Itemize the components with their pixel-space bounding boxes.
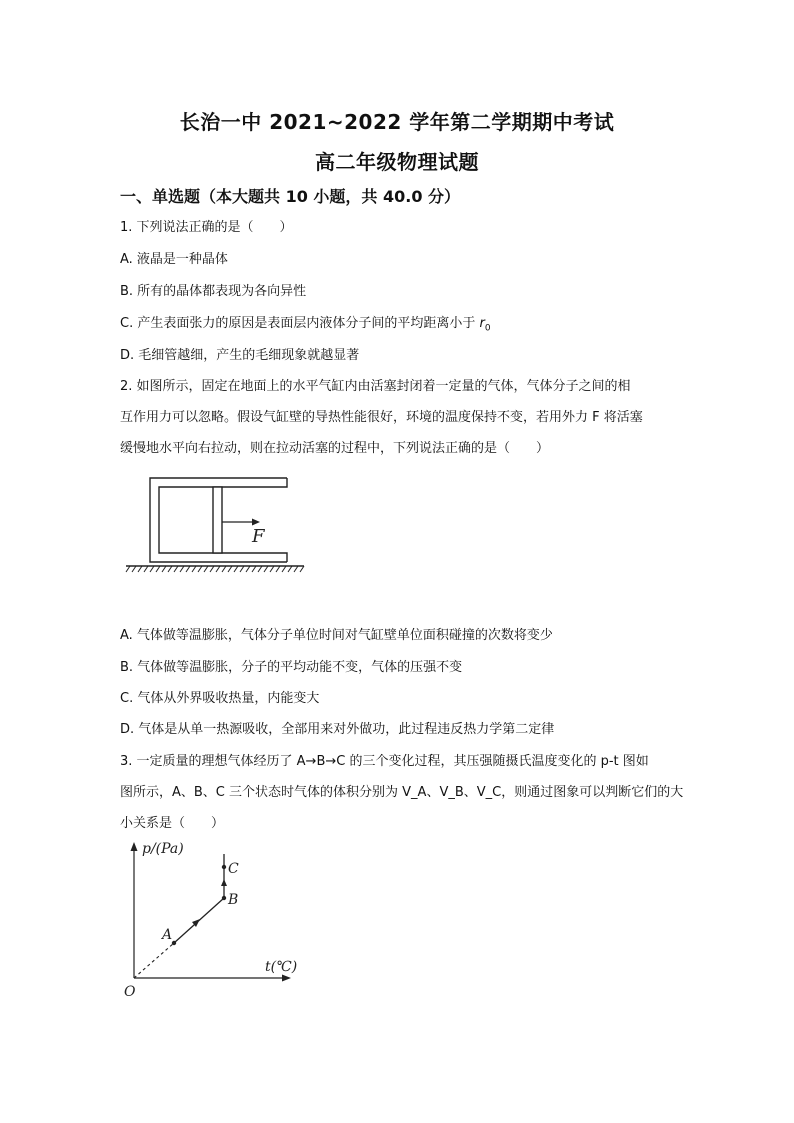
x-axis-label: t(℃) [265,959,298,975]
cylinder-piston-figure [122,470,322,575]
q1-option-a: A. 液晶是一种晶体 [120,252,228,267]
pt-graph-figure [120,838,310,1008]
q1-option-c [120,312,491,334]
y-axis-arrow-icon [131,842,138,851]
q1-option-d: D. 毛细管越细，产生的毛细现象就越显著 [120,348,360,363]
q1-option-c-symbol: r [479,316,485,331]
point-c-label: C [228,861,239,877]
q2-stem-line2: 互作用力可以忽略。假设气缸壁的导热性能很好，环境的温度保持不变，若用外力 F 将活塞 [120,410,643,425]
q3-stem-line3: 小关系是（ ） [120,816,225,831]
q2-stem-line1: 2. 如图所示，固定在地面上的水平气缸内由活塞封闭着一定量的气体，气体分子之间的相 [120,379,631,394]
q3-stem-line1: 3. 一定质量的理想气体经历了 A→B→C 的三个变化过程，其压强随摄氏温度变化的 p-t 图如 [120,754,649,769]
section-heading: 一、单选题（本大题共 10 小题，共 40.0 分） [120,187,461,206]
origin-label: O [124,984,136,1000]
y-axis-label: p/(Pa) [142,841,184,857]
q3-stem-line2: 图所示，A、B、C 三个状态时气体的体积分别为 V_A、V_B、V_C，则通过图象可以判断它们的大 [120,785,684,800]
q1-option-c-subscript: 0 [484,323,491,334]
point-b-label: B [228,892,239,908]
q2-option-d: D. 气体是从单一热源吸收，全部用来对外做功，此过程违反热力学第二定律 [120,722,555,737]
exam-subtitle: 高二年级物理试题 [315,150,479,174]
exam-title: 长治一中 2021~2022 学年第二学期期中考试 [179,110,615,134]
q1-option-b: B. 所有的晶体都表现为各向异性 [120,284,307,299]
q1-stem: 1. 下列说法正确的是（ ） [120,220,293,235]
q2-option-b: B. 气体做等温膨胀，分子的平均动能不变，气体的压强不变 [120,660,463,675]
q2-option-a: A. 气体做等温膨胀，气体分子单位时间对气缸壁单位面积碰撞的次数将变少 [120,628,553,643]
q2-stem-line3: 缓慢地水平向右拉动，则在拉动活塞的过程中，下列说法正确的是（ ） [120,441,550,456]
q2-option-c: C. 气体从外界吸收热量，内能变大 [120,691,320,706]
x-axis-arrow-icon [282,975,291,982]
force-label: F [252,526,265,547]
point-a-label: A [162,927,173,943]
q1-option-c-text: C. 产生表面张力的原因是表面层内液体分子间的平均距离小于 [120,316,480,331]
